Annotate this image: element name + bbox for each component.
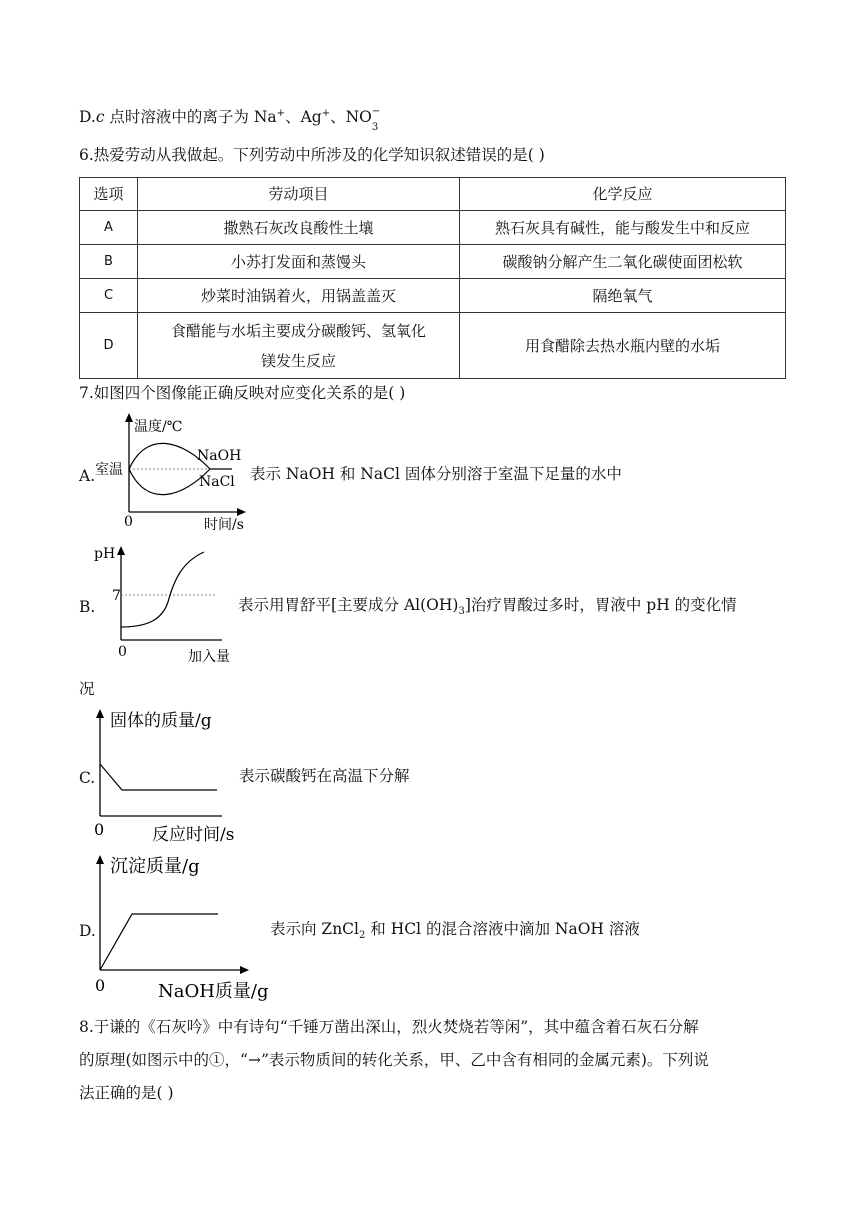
q8-line: 的原理(如图示中的①，“→”表示物质间的转化关系，甲、乙中含有相同的金属元素)。下列说	[79, 1051, 709, 1069]
task-cell	[138, 313, 460, 379]
charge-sup: +	[276, 107, 286, 119]
table-row	[80, 211, 786, 245]
q5-option-d: D.c 点时溶液中的离子为 Na+、Ag+、NO − 3	[79, 106, 381, 133]
chem-cell: 熟石灰具有碱性，能与酸发生中和反应	[460, 211, 786, 245]
option-desc	[270, 918, 640, 940]
q7-stem: 7.如图四个图像能正确反映对应变化关系的是( )	[79, 384, 406, 402]
mass-curve	[100, 764, 217, 790]
task-line: 镁发生反应	[260, 351, 336, 370]
y-arrow-icon	[96, 855, 104, 864]
option-desc	[238, 594, 737, 616]
tick-label: 7	[112, 588, 121, 604]
origin-label: 0	[118, 644, 127, 660]
y-axis-label: 固体的质量/g	[110, 711, 212, 731]
option-text: 点时溶液中的离子为 Na	[104, 108, 277, 126]
nacl-curve	[129, 469, 210, 495]
y-arrow-icon	[125, 413, 133, 422]
room-temp-label: 室温	[95, 462, 123, 478]
header-cell: 化学反应	[460, 178, 786, 211]
graph-b	[92, 540, 252, 666]
task-cell: 小苏打发面和蒸馒头	[138, 245, 460, 279]
chem-cell: 用食醋除去热水瓶内壁的水垢	[460, 313, 786, 379]
option-cell: A	[80, 211, 138, 245]
task-line: 食醋能与水垢主要成分碳酸钙、氢氧化	[170, 321, 426, 340]
desc-text: 表示向 ZnCl	[270, 920, 359, 938]
header-cell: 劳动项目	[138, 178, 460, 211]
option-letter: C.	[79, 769, 96, 787]
option-cell: B	[80, 245, 138, 279]
y-arrow-icon	[117, 546, 125, 555]
option-letter: A.	[79, 467, 96, 485]
option-letter: D.	[79, 922, 96, 940]
series-label-naoh: NaOH	[197, 448, 242, 464]
subscript: 3	[458, 606, 465, 618]
task-cell: 撒熟石灰改良酸性土壤	[138, 211, 460, 245]
charge-sup: +	[321, 107, 331, 119]
ph-curve	[121, 552, 204, 627]
table-header-row	[80, 178, 786, 211]
desc-text: ]治疗胃酸过多时，胃液中 pH 的变化情	[464, 596, 737, 614]
x-axis-label: 加入量	[188, 649, 230, 665]
ion-text: 、Ag	[285, 108, 322, 126]
precipitate-curve	[100, 914, 218, 970]
option-cell: C	[80, 279, 138, 313]
task-cell: 炒菜时油锅着火，用锅盖盖灭	[138, 279, 460, 313]
desc-text: 表示用胃舒平[主要成分 Al(OH)	[238, 596, 459, 614]
graph-d	[92, 846, 277, 1002]
x-axis-label: 时间/s	[204, 517, 244, 532]
table-row	[80, 313, 786, 379]
option-letter: D.	[79, 108, 96, 126]
chem-cell: 碳酸钠分解产生二氧化碳使面团松软	[460, 245, 786, 279]
y-axis-label: 温度/℃	[134, 419, 183, 435]
x-arrow-icon	[237, 508, 246, 516]
origin-label: 0	[124, 514, 133, 530]
q8-line: 8.于谦的《石灰吟》中有诗句“千锤万凿出深山，烈火焚烧若等闲”，其中蕴含着石灰石分解	[79, 1018, 699, 1036]
series-label-nacl: NaCl	[199, 474, 235, 490]
option-letter: B.	[79, 598, 96, 616]
graph-c	[92, 704, 262, 844]
point-label: c	[95, 108, 105, 126]
ion-text: 、NO	[330, 108, 372, 126]
q8-line: 法正确的是( )	[79, 1084, 174, 1102]
option-desc: 表示 NaOH 和 NaCl 固体分别溶于室温下足量的水中	[250, 465, 622, 483]
chem-cell: 隔绝氧气	[460, 279, 786, 313]
table-row	[80, 279, 786, 313]
y-axis-label: 沉淀质量/g	[110, 856, 200, 877]
origin-label: 0	[94, 820, 105, 839]
x-axis-label: NaOH质量/g	[158, 981, 269, 1002]
option-desc-wrap: 况	[79, 680, 95, 698]
header-cell: 选项	[80, 178, 138, 211]
desc-text: 和 HCl 的混合溶液中滴加 NaOH 溶液	[365, 920, 640, 938]
x-arrow-icon	[240, 966, 249, 974]
y-arrow-icon	[96, 709, 104, 718]
option-desc: 表示碳酸钙在高温下分解	[239, 767, 410, 785]
q6-stem: 6.热爱劳动从我做起。下列劳动中所涉及的化学知识叙述错误的是( )	[79, 146, 545, 164]
q6-table	[79, 177, 786, 379]
origin-label: 0	[95, 976, 106, 995]
y-axis-label: pH	[94, 546, 116, 562]
option-cell: D	[80, 313, 138, 379]
graph-a	[92, 412, 252, 532]
x-axis-label: 反应时间/s	[152, 825, 235, 844]
table-row	[80, 245, 786, 279]
subscript: 2	[359, 930, 366, 942]
